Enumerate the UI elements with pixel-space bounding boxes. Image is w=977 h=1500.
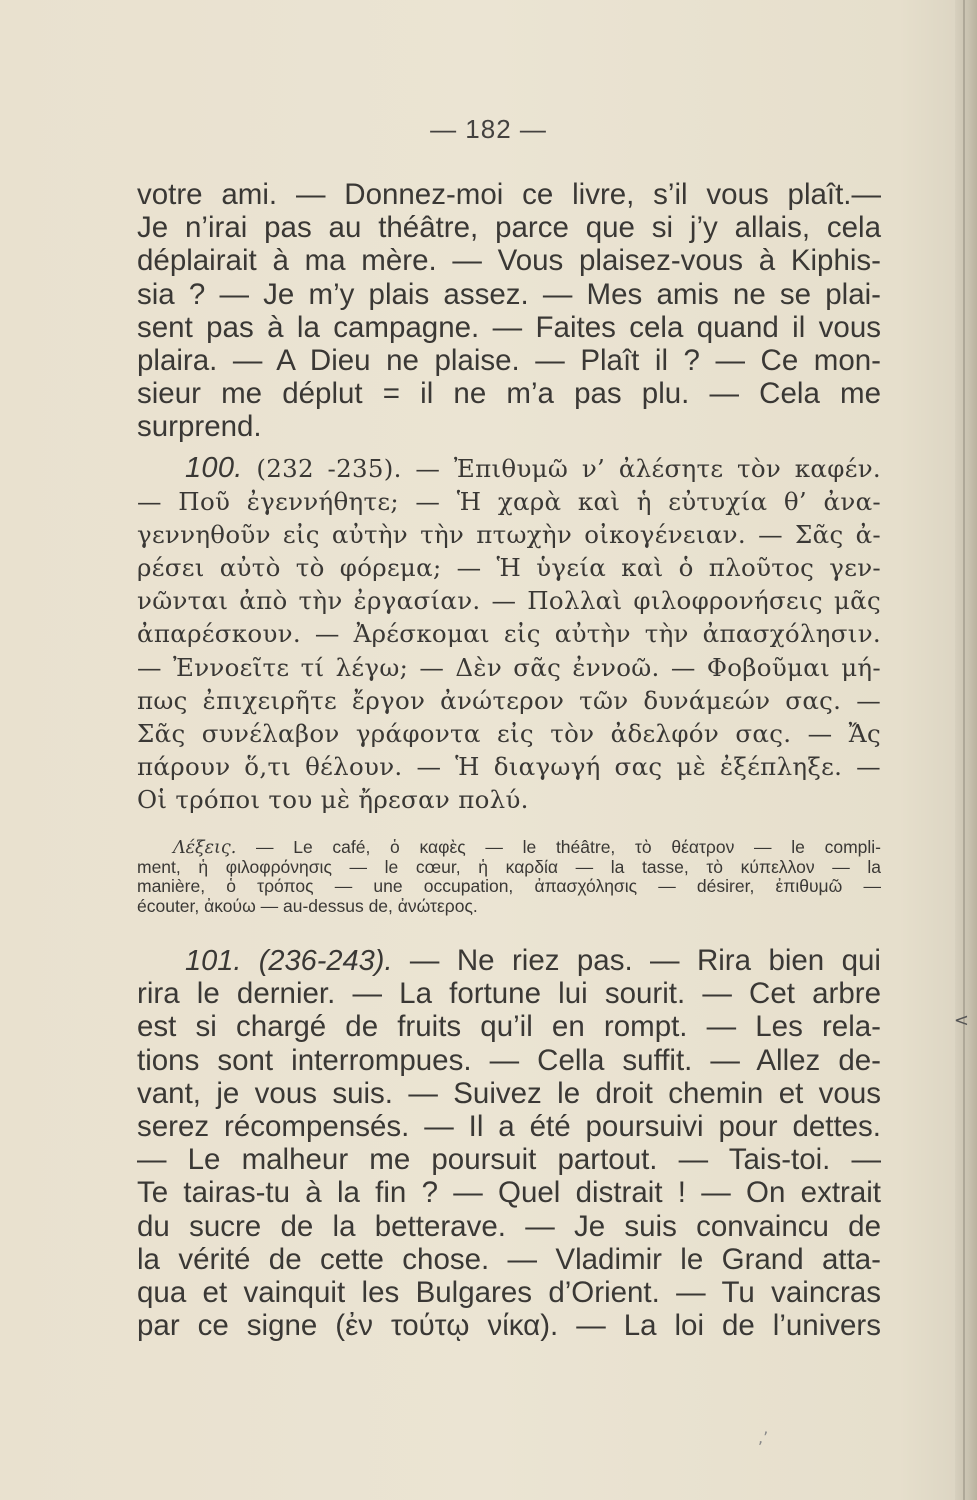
text-line: votre ami. — Donnez-moi ce livre, s’il vous plaît.— bbox=[137, 178, 881, 211]
section-101-number: 101. (236-243). bbox=[185, 945, 393, 977]
vocabulary-line: ment, ἡ φιλοφρόνησις — le cœur, ἡ καρδία — la tasse, τὸ κύπελλον — la bbox=[137, 856, 881, 877]
greek-line: πάρουν ὅ,τι θέλουν. — Ἡ διαγωγή σας μὲ ἐξέπληξε. — bbox=[137, 752, 881, 782]
page-edge-line bbox=[963, 0, 965, 1500]
text-line: sia ? — Je m’y plais assez. — Mes amis ne se plai- bbox=[137, 277, 881, 311]
greek-line: νῶνται ἀπὸ τὴν ἐργασίαν. — Πολλαὶ φιλοφρονήσεις μᾶς bbox=[137, 586, 881, 616]
greek-line: ρέσει αὐτὸ τὸ φόρεμα; — Ἡ ὑγεία καὶ ὁ πλοῦτος γεν- bbox=[137, 553, 881, 583]
text-line: la vérité de cette chose. — Vladimir le Grand atta- bbox=[137, 1242, 881, 1276]
section-100-heading-line bbox=[137, 452, 881, 485]
greek-line: — Ποῦ ἐγεννήθητε; — Ἡ χαρὰ καὶ ἡ εὐτυχία θ’ ἀνα- bbox=[137, 486, 881, 516]
text-line: plaira. — A Dieu ne plaise. — Plaît il ? — Ce mon- bbox=[137, 343, 881, 377]
vocabulary-line bbox=[137, 838, 881, 858]
text-line: tions sont interrompues. — Cella suffit. — Allez de- bbox=[137, 1043, 881, 1077]
paragraph-block-bottom bbox=[137, 944, 881, 1342]
section-101-first-line: — Ne riez pas. — Rira bien qui bbox=[392, 944, 881, 977]
margin-mark: < bbox=[953, 1010, 969, 1031]
text-line: surprend. bbox=[137, 410, 262, 444]
stray-mark: ,’ bbox=[758, 1428, 769, 1447]
text-line: Te tairas-tu à la fin ? — Quel distrait ! — On extrait bbox=[137, 1176, 881, 1210]
text-line: vant, je vous suis. — Suivez le droit chemin et vous bbox=[137, 1076, 881, 1110]
text-line: sieur me déplut = il ne m’a pas plu. — Cela me bbox=[137, 377, 881, 411]
vocabulary-block bbox=[137, 838, 881, 916]
greek-line: πως ἐπιχειρῆτε ἔργον ἀνώτερον τῶν δυνάμεών σας. — bbox=[137, 685, 881, 715]
greek-line: — Ἐννοεῖτε τί λέγω; — Δὲν σᾶς ἐννοῶ. — Φοβοῦμαι μή- bbox=[137, 652, 881, 682]
text-line: — Le malheur me poursuit partout. — Tais-toi. — bbox=[137, 1143, 881, 1177]
greek-line: Σᾶς συνέλαβον γράφοντα εἰς τὸν ἀδελφόν σας. — Ἄς bbox=[137, 719, 881, 748]
greek-line: γεννηθοῦν εἰς αὐτὴν τὴν πτωχὴν οἰκογένειαν. — Σᾶς ἀ- bbox=[137, 519, 881, 549]
section-100-number: 100. bbox=[185, 451, 243, 484]
page-number: — 182 — bbox=[430, 114, 547, 144]
vocabulary-line: écouter, ἀκούω — au-dessus de, ἀνώτερος. bbox=[137, 895, 478, 916]
vocabulary-first-line: — Le café, ὁ καφὲς — le théâtre, τὸ θέατρον — le compli- bbox=[236, 837, 881, 857]
vocabulary-label: Λέξεις. bbox=[173, 838, 237, 858]
vocabulary-line: manière, ὁ τρόπος — une occupation, ἀπασχόλησις — désirer, ἐπιθυμῶ — bbox=[137, 876, 881, 896]
section-100-first-line: (232 -235). — Ἐπιθυμῶ ν’ ἀλέσητε τὸν καφέν. bbox=[242, 453, 881, 483]
text-line: sent pas à la campagne. — Faites cela quand il vous bbox=[137, 310, 881, 344]
greek-line: Οἱ τρόποι του μὲ ἤρεσαν πολύ. bbox=[137, 785, 529, 815]
section-101-heading-line bbox=[137, 944, 881, 977]
text-line: qua et vainquit les Bulgares d’Orient. — Tu vaincras bbox=[137, 1275, 881, 1309]
text-line: est si chargé de fruits qu’il en rompt. — Les rela- bbox=[137, 1010, 881, 1044]
text-line: serez récompensés. — Il a été poursuivi pour dettes. bbox=[137, 1109, 881, 1143]
text-line: déplairait à ma mère. — Vous plaisez-vous à Kiphis- bbox=[137, 244, 881, 278]
page-edge bbox=[955, 0, 977, 1500]
text-line: du sucre de la betterave. — Je suis convaincu de bbox=[137, 1209, 881, 1243]
greek-line: ἀπαρέσκουν. — Ἀρέσκομαι εἰς αὐτὴν τὴν ἀπασχόλησιν. bbox=[137, 619, 881, 649]
paragraph-block-top bbox=[137, 178, 881, 817]
text-line: Je n’irai pas au théâtre, parce que si j’y allais, cela bbox=[137, 211, 881, 245]
text-line: rira le dernier. — La fortune lui sourit. — Cet arbre bbox=[137, 977, 881, 1011]
text-line: par ce signe (ἐν τούτῳ νίκα). — La loi de l’univers bbox=[137, 1309, 881, 1343]
